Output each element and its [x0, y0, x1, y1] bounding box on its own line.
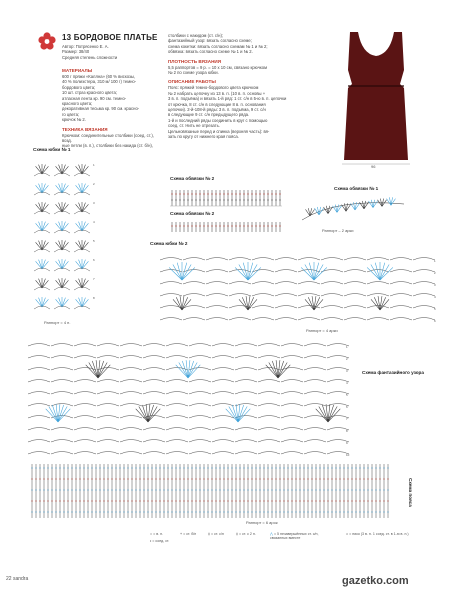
skirt-scheme-1-chart — [30, 156, 98, 316]
svg-text:5: 5 — [346, 393, 348, 397]
skirt-scheme-2-rapport: Раппорт = 4 арки — [306, 328, 338, 333]
work-text — [168, 85, 328, 139]
materials-line: 40 % полиэстера, 310 м/ 100 г) темно- — [62, 79, 137, 85]
belt-scheme-chart — [28, 462, 404, 528]
svg-text:6: 6 — [93, 258, 95, 262]
svg-text:8: 8 — [93, 296, 95, 300]
materials-line: крючок № 2. — [62, 117, 86, 123]
page-number: 22 sandra — [6, 576, 29, 582]
materials-section — [62, 68, 162, 149]
description-column — [168, 33, 328, 140]
density-text — [168, 65, 328, 76]
edge-scheme-1-label: Схема обвязки № 1 — [334, 186, 379, 191]
work-line: в следующие 9 ст. с/н предыдущего ряда. — [168, 112, 250, 118]
edge-scheme-1-rapport: Раппорт – 2 арки — [322, 228, 354, 233]
work-line: зать по кругу от нижнего края пояса. — [168, 134, 239, 140]
flower-logo-icon — [38, 32, 56, 50]
legend-item-cluster: ⋀ = 5 незавершённых ст. с/н, связанных вместе — [270, 532, 319, 541]
materials-line: декоративная тесьма кр. 90 см. красно- — [62, 106, 140, 112]
svg-text:2: 2 — [434, 271, 436, 275]
dress-width-label: 96 — [371, 164, 376, 169]
belt-edge-chart — [170, 220, 282, 236]
belt-scheme-label-text: Схема пояса — [408, 478, 413, 507]
legend-item-dc: ‡ = ст. с/н — [208, 532, 224, 536]
svg-text:2: 2 — [346, 357, 348, 361]
skirt-scheme-2-label: Схема юбки № 2 — [150, 241, 188, 246]
technique-text — [62, 133, 162, 149]
svg-text:4: 4 — [93, 220, 95, 224]
intro-line: фантазийный узор: вязать согласно схеме; — [168, 38, 252, 44]
svg-text:1: 1 — [93, 163, 95, 167]
fancy-scheme-label: Схема фантазийного узора — [362, 370, 424, 375]
materials-line: 10 шт. страз красного цвета; — [62, 90, 117, 96]
technique-heading: ТЕХНИКА ВЯЗАНИЯ — [62, 126, 108, 132]
description-intro — [168, 33, 328, 55]
svg-text:3: 3 — [93, 201, 95, 205]
svg-text:4: 4 — [434, 295, 436, 299]
article-title — [62, 33, 158, 42]
meta-block — [62, 44, 162, 60]
materials-heading: МАТЕРИАЛЫ — [62, 68, 93, 73]
fancy-scheme-chart — [28, 338, 354, 462]
work-line: № 2 набрать цепочку из 13 в. п. (10 в. п. основы + — [168, 90, 266, 96]
materials-line: атласная лента кр. 90 см. темно- — [62, 95, 127, 101]
work-heading: ОПИСАНИЕ РАБОТЫ — [168, 79, 216, 85]
svg-text:10: 10 — [346, 453, 350, 457]
legend-item-slip: • = соед. ст. — [150, 539, 170, 543]
density-line: 5,5 раппортов = 9 р. = 10 х 10 см, связано крючком — [168, 64, 267, 70]
work-line: 3 в. п. подъёма) и вязать 1-й ряд: 1 ст. с/н в 5-ю в. п. цепочки — [168, 96, 287, 102]
svg-text:3: 3 — [434, 283, 436, 287]
author: Автор: Потрясенко Е. А. — [62, 44, 109, 49]
svg-text:4: 4 — [346, 381, 348, 385]
work-line: от крючка, 8 ст. с/н в следующие 8 в. п. основания — [168, 101, 266, 107]
brand-watermark: gazetko.com — [342, 575, 409, 587]
svg-text:8: 8 — [346, 429, 348, 433]
work-line: Цельновязаные перед и спинка (верхняя часть): вя- — [168, 128, 270, 134]
density-heading: ПЛОТНОСТЬ ВЯЗАНИЯ — [168, 58, 222, 64]
svg-text:9: 9 — [346, 441, 348, 445]
size: Размер: 38/40 — [62, 49, 90, 55]
materials-list — [62, 74, 162, 123]
svg-text:7: 7 — [93, 277, 95, 281]
belt-edge-label: Схема обвязки № 2 — [170, 211, 215, 216]
materials-line: 600 г пряжи «Каллна» (60 % вискозы, — [62, 74, 136, 79]
legend — [150, 530, 420, 552]
svg-text:6: 6 — [346, 405, 348, 409]
svg-text:5: 5 — [434, 307, 436, 311]
work-line: цепочки). 2-й-108-й ряды: 3 в. п. подъёма, 9 ст. с/н — [168, 107, 266, 113]
materials-line: бордового цвета; — [62, 84, 96, 90]
article-number: 13 — [62, 33, 72, 42]
svg-text:2: 2 — [93, 182, 95, 186]
legend-item-picot: ⌂ = пико (3 в. п. 1 соед. ст. в 1-ю в. п.) — [346, 532, 409, 536]
intro-line: столбики с накидом (ст. с/н); — [168, 33, 223, 38]
legend-item-chain: ○ = в. п. — [150, 532, 164, 536]
svg-text:3: 3 — [346, 369, 348, 373]
work-line: 1-й и последний ряды соединить в круг с помощью — [168, 117, 268, 123]
materials-line: красного цвета; — [62, 101, 93, 107]
intro-line: схема кокетки: вязать согласно схемам № 1 и № 2; — [168, 43, 268, 49]
edge-scheme-2-label: Схема обвязки № 2 — [170, 176, 215, 181]
technique-line: Крючком: соединительные столбики (соед. ст.), возд. — [62, 132, 154, 144]
technique-line: ные петли (в. п.), столбики без накида (ст. б/н), — [62, 143, 153, 149]
skirt-scheme-1-rapport: Раппорт = 4 п. — [44, 320, 71, 325]
density-line: № 2 по схеме узора юбки. — [168, 70, 219, 76]
fancy-rapport: Раппорт = 6 арок — [246, 520, 278, 525]
difficulty: Средняя степень сложности — [62, 54, 118, 60]
materials-line: го цвета; — [62, 111, 80, 117]
work-line: Пояс: пряжей темно-бордового цвета крючком — [168, 85, 259, 91]
svg-text:5: 5 — [93, 239, 95, 243]
skirt-scheme-1-label: Схема юбки № 1 — [33, 147, 71, 152]
legend-item-sc: + = ст. б/н — [180, 532, 197, 536]
dress-schematic — [338, 30, 414, 172]
work-line: соед. ст. Нить не отрезать. — [168, 123, 220, 129]
skirt-scheme-2-chart — [160, 250, 440, 326]
intro-line: обвязка: вязать согласно схеме № 1 и № 2. — [168, 49, 253, 55]
svg-text:1: 1 — [346, 345, 348, 349]
svg-text:1: 1 — [434, 259, 436, 263]
svg-text:6: 6 — [434, 319, 436, 323]
svg-text:7: 7 — [346, 417, 348, 421]
article-title-text: БОРДОВОЕ ПЛАТЬЕ — [73, 33, 158, 42]
legend-item-tr: ‡ = ст. с 2 н. — [236, 532, 256, 536]
edge-scheme-1-chart — [296, 194, 408, 226]
belt-scheme-label — [405, 478, 413, 518]
